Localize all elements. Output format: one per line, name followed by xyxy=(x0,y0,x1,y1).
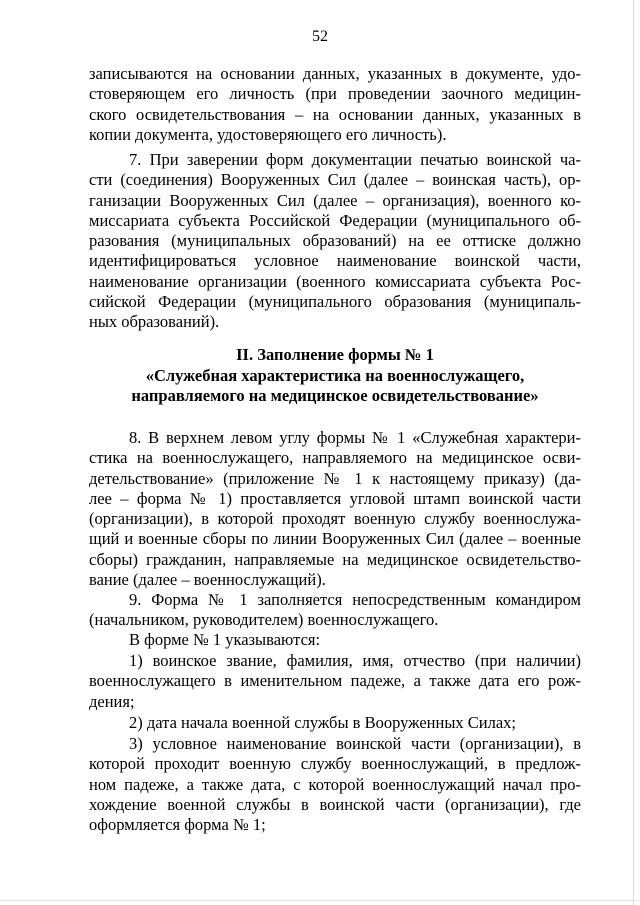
text-line: оформляется форма № 1; xyxy=(89,815,266,835)
text-line: ных образований). xyxy=(89,312,220,332)
text-line: разования (муниципальных образований) на ее оттиске должно xyxy=(89,231,581,251)
heading-line: направляемого на медицинское освидетельствование» xyxy=(131,386,539,405)
text-line: наименование организации (военного комиссариата субъекта Рос- xyxy=(89,271,581,291)
text-line: военнослужащего в именительном падеже, а также дата его рож- xyxy=(89,671,581,691)
text-line: копии документа, удостоверяющего его личность). xyxy=(89,124,447,144)
list-item-1 xyxy=(89,651,581,712)
text-line: (начальником, руководителем) военнослужащего. xyxy=(89,610,439,630)
section-heading xyxy=(89,345,581,407)
text-line: которой проходит военную службу военнослужащий, в предлож- xyxy=(89,754,581,774)
text-line: вание (далее – военнослужащий). xyxy=(89,570,326,590)
text-line: дения; xyxy=(89,691,135,711)
text-line: ганизации Вооруженных Сил (далее – организация), военного ко- xyxy=(89,190,581,210)
paragraph-continuation xyxy=(89,64,581,145)
text-line: хождение военной службы в воинской части (организации), где xyxy=(89,794,581,814)
scan-edge xyxy=(0,900,640,901)
text-line: миссариата субъекта Российской Федерации (муниципального об- xyxy=(89,210,581,230)
text-line: лее – форма № 1) проставляется угловой штамп воинской части xyxy=(89,488,581,508)
text-line: идентифицироваться условное наименование воинской части, xyxy=(89,251,581,271)
paragraph-8 xyxy=(89,428,581,590)
text-line: записываются на основании данных, указанных в документе, удо- xyxy=(89,64,581,83)
list-intro xyxy=(89,630,581,650)
text-line: детельствование» (приложение № 1 к настоящему приказу) (да- xyxy=(89,468,581,488)
page-number: 52 xyxy=(312,28,328,45)
text-line: щий и военные сборы по линии Вооруженных Сил (далее – военные xyxy=(89,529,581,549)
text-line: стоверяющем его личность (при проведении заочного медицин- xyxy=(89,84,581,104)
text-line: (организации), в которой проходят военную службу военнослужа- xyxy=(89,509,581,529)
text-line: стика на военнослужащего, направляемого на медицинское осви- xyxy=(89,448,581,468)
text-line: 1) воинское звание, фамилия, имя, отчество (при наличии) xyxy=(129,651,581,670)
paragraph-9 xyxy=(89,590,581,631)
text-line: 8. В верхнем левом углу формы № 1 «Служебная характери- xyxy=(129,428,581,447)
text-line: сти (соединения) Вооруженных Сил (далее – воинская часть), ор- xyxy=(89,170,581,190)
text-line: В форме № 1 указываются: xyxy=(129,630,321,649)
text-line: сборы) гражданин, направляемые на медицинское освидетельство- xyxy=(89,549,581,569)
text-line: ского освидетельствования – на основании данных, указанных в xyxy=(89,104,581,124)
heading-line: II. Заполнение формы № 1 xyxy=(236,345,434,364)
text-line: 2) дата начала военной службы в Вооруженных Силах; xyxy=(129,713,517,732)
text-line: 9. Форма № 1 заполняется непосредственным командиром xyxy=(129,590,581,609)
list-item-2 xyxy=(89,713,581,733)
heading-line: «Служебная характеристика на военнослужащего, xyxy=(145,365,525,385)
scan-edge xyxy=(633,0,634,905)
text-line: сийской Федерации (муниципального образования (муниципаль- xyxy=(89,292,581,312)
text-line: 3) условное наименование воинской части (организации), в xyxy=(129,734,581,753)
list-item-3 xyxy=(89,734,581,835)
text-line: 7. При заверении форм документации печатью воинской ча- xyxy=(129,150,581,169)
text-line: ном падеже, а также дата, с которой военнослужащий начал про- xyxy=(89,774,581,794)
paragraph-7 xyxy=(89,150,581,333)
